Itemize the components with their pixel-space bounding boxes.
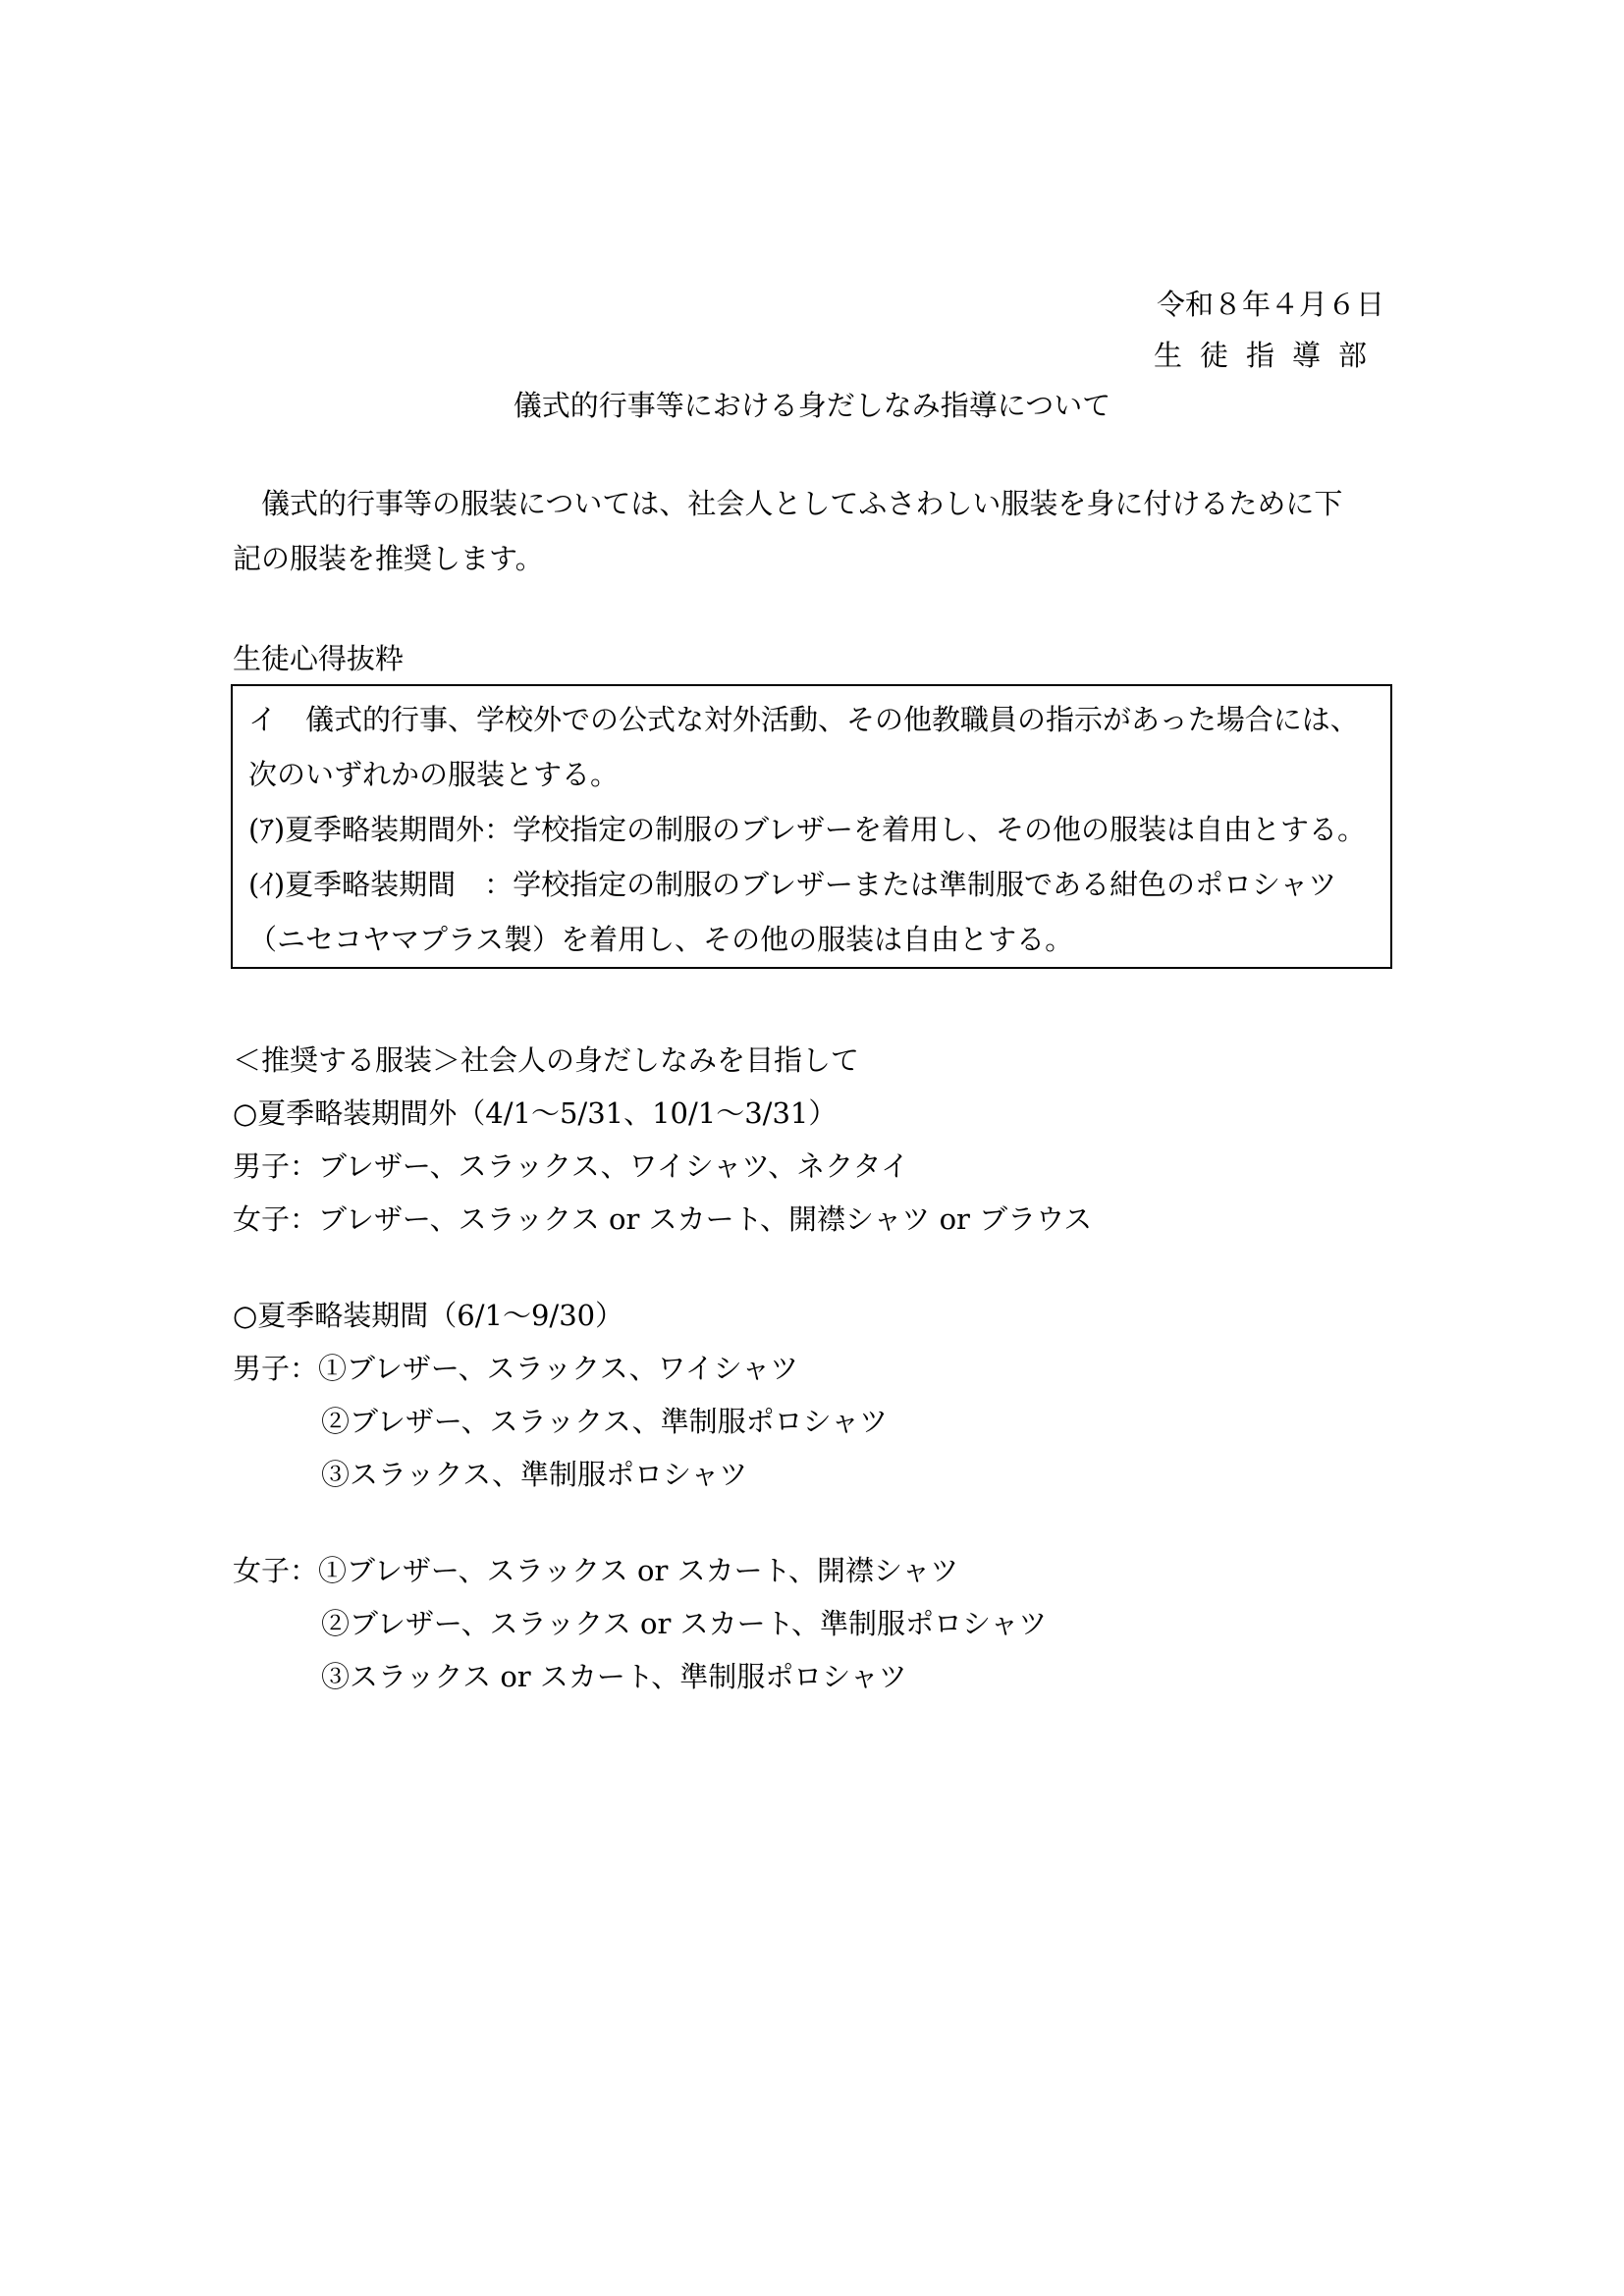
excerpt-line: （ニセコヤマプラス製）を着用し、その他の服装は自由とする。 <box>248 923 1074 956</box>
intro-line-1: 儀式的行事等の服装については、社会人としてふさわしい服装を身に付けるために下 <box>233 487 1343 520</box>
excerpt-line: (ｱ)夏季略装期間外：学校指定の制服のブレザーを着用し、その他の服装は自由とする。 <box>248 813 1366 846</box>
summer-female-option-2: ②ブレザー、スラックス or スカート、準制服ポロシャツ <box>321 1607 1048 1640</box>
summer-male-option-1: 男子：①ブレザー、スラックス、ワイシャツ <box>233 1352 799 1385</box>
summer-male-option-2: ②ブレザー、スラックス、準制服ポロシャツ <box>321 1405 889 1438</box>
period-summer-label: ○夏季略装期間（6/1～9/30） <box>233 1299 624 1332</box>
excerpt-line: 次のいずれかの服装とする。 <box>248 758 620 791</box>
summer-female-option-1: 女子：①ブレザー、スラックス or スカート、開襟シャツ <box>233 1554 959 1587</box>
period-outside-summer-label: ○夏季略装期間外（4/1～5/31、10/1～3/31） <box>233 1096 838 1130</box>
excerpt-line: イ 儀式的行事、学校外での公式な対外活動、その他教職員の指示があった場合には、 <box>248 703 1359 736</box>
document-date: 令和８年４月６日 <box>1156 288 1384 321</box>
summer-male-option-3: ③スラックス、準制服ポロシャツ <box>321 1458 748 1491</box>
excerpt-line: (ｲ)夏季略装期間 ：学校指定の制服のブレザーまたは準制服である紺色のポロシャツ <box>248 868 1337 901</box>
excerpt-box <box>231 684 1392 969</box>
document-title: 儀式的行事等における身だしなみ指導について <box>513 389 1111 422</box>
excerpt-heading: 生徒心得抜粋 <box>233 642 405 675</box>
intro-line-2: 記の服装を推奨します。 <box>233 542 544 575</box>
recommended-heading: ＜推奨する服装＞社会人の身だしなみを目指して <box>233 1043 860 1077</box>
period-outside-summer-female: 女子：ブレザー、スラックス or スカート、開襟シャツ or ブラウス <box>233 1202 1093 1236</box>
period-outside-summer-male: 男子：ブレザー、スラックス、ワイシャツ、ネクタイ <box>233 1149 910 1183</box>
issuing-department: 生徒指導部 <box>1153 339 1384 372</box>
summer-female-option-3: ③スラックス or スカート、準制服ポロシャツ <box>321 1660 907 1693</box>
